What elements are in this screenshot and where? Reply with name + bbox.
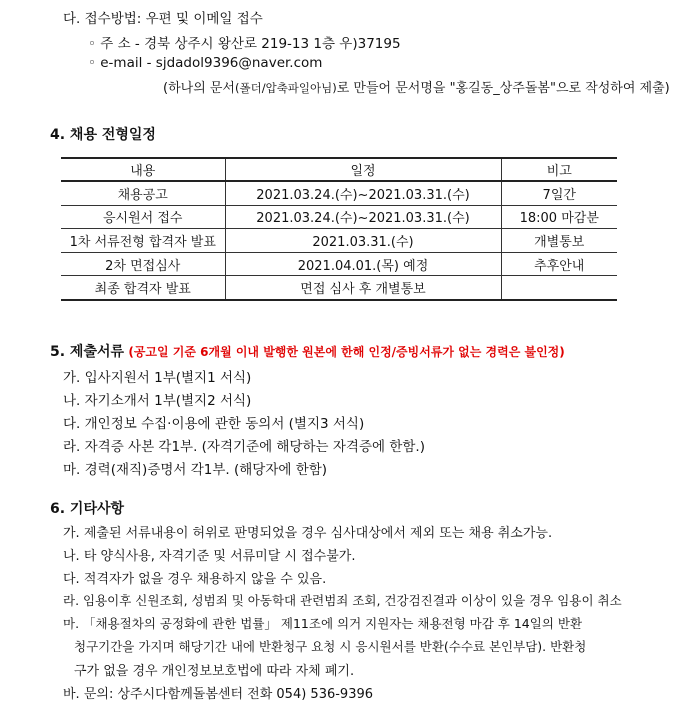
list-item-continued: 청구기간을 가지며 해당기간 내에 반환청구 요청 시 응시원서를 반환(수수료 본인부담). 반환청	[74, 639, 587, 654]
list-item: 마. 경력(재직)증명서 각1부. (해당자에 한함)	[63, 462, 328, 478]
list-item: 다. 적격자가 없을 경우 채용하지 않을 수 있음.	[63, 572, 327, 587]
table-cell: 2021.04.01.(목) 예정	[225, 252, 501, 276]
documents-heading	[50, 341, 565, 361]
table-cell: 응시원서 접수	[61, 205, 225, 229]
table-cell: 2차 면접심사	[61, 252, 225, 276]
table-row	[61, 229, 617, 253]
table-row	[61, 181, 617, 205]
table-row	[61, 276, 617, 300]
list-item: 라. 자격증 사본 각1부. (자격기준에 해당하는 자격증에 한함.)	[63, 439, 425, 455]
apply-note-suffix: 로 만들어 문서명을 "홍길동_상주돌봄"으로 작성하여 제출)	[336, 81, 670, 96]
list-item: 라. 임용이후 신원조회, 성범죄 및 아동학대 관련범죄 조회, 건강검진결과 이상이 있을 경우 임용이 취소	[63, 593, 622, 608]
apply-address: ◦ 주 소 - 경북 상주시 왕산로 219-13 1층 우)37195	[88, 36, 401, 52]
list-item: 가. 입사지원서 1부(별지1 서식)	[63, 370, 252, 386]
table-cell: 7일간	[501, 181, 617, 205]
table-cell: 최종 합격자 발표	[61, 276, 225, 300]
table-cell: 18:00 마감분	[501, 205, 617, 229]
apply-note	[163, 77, 670, 96]
table-cell: 2021.03.24.(수)~2021.03.31.(수)	[225, 181, 501, 205]
schedule-table	[61, 157, 617, 301]
table-cell: 채용공고	[61, 181, 225, 205]
documents-title: 5. 제출서류	[50, 344, 125, 360]
table-cell: 2021.03.24.(수)~2021.03.31.(수)	[225, 205, 501, 229]
list-item: 다. 개인정보 수집·이용에 관한 동의서 (별지3 서식)	[63, 416, 365, 432]
schedule-header-cell: 일정	[225, 158, 501, 181]
table-row	[61, 205, 617, 229]
list-item: 나. 타 양식사용, 자격기준 및 서류미달 시 접수불가.	[63, 549, 356, 564]
contact-line: 바. 문의: 상주시다함께돌봄센터 전화 054) 536-9396	[63, 687, 374, 702]
list-item: 나. 자기소개서 1부(별지2 서식)	[63, 393, 252, 409]
schedule-header-cell: 비고	[501, 158, 617, 181]
schedule-title: 4. 채용 전형일정	[50, 127, 156, 143]
table-row	[61, 252, 617, 276]
etc-title: 6. 기타사항	[50, 501, 125, 517]
apply-method: 다. 접수방법: 우편 및 이메일 접수	[63, 11, 263, 27]
table-cell: 1차 서류전형 합격자 발표	[61, 229, 225, 253]
table-cell: 추후안내	[501, 252, 617, 276]
list-item: 가. 제출된 서류내용이 허위로 판명되었을 경우 심사대상에서 제외 또는 채용 취소가능.	[63, 526, 553, 541]
apply-note-small: (폴더/압축파일아님)	[235, 81, 337, 95]
table-cell: 면접 심사 후 개별통보	[225, 276, 501, 300]
apply-email: ◦ e-mail - sjdadol9396@naver.com	[88, 55, 323, 71]
table-cell: 2021.03.31.(수)	[225, 229, 501, 253]
table-cell: 개별통보	[501, 229, 617, 253]
documents-warning: (공고일 기준 6개월 이내 발행한 원본에 한해 인정/증빙서류가 없는 경력은 불인정)	[128, 345, 565, 359]
schedule-header-cell: 내용	[61, 158, 225, 181]
schedule-header-row	[61, 158, 617, 181]
table-cell	[501, 276, 617, 300]
list-item: 마. 「채용절차의 공정화에 관한 법률」 제11조에 의거 지원자는 채용전형 마감 후 14일의 반환	[63, 616, 583, 631]
list-item-continued: 구가 없을 경우 개인정보보호법에 따라 자체 폐기.	[74, 664, 355, 679]
apply-note-prefix: (하나의 문서	[163, 81, 235, 96]
